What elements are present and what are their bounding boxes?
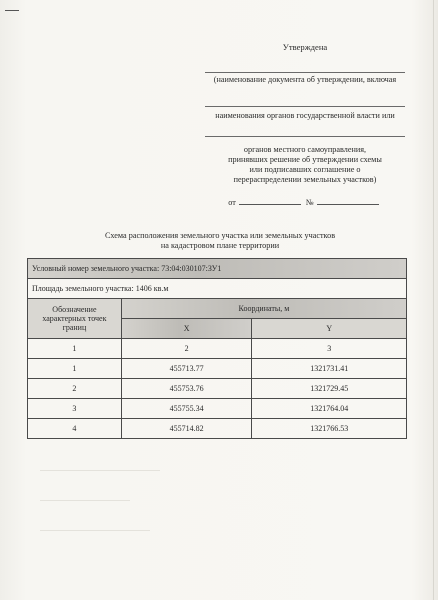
point-cell: 2 [28, 379, 122, 399]
table-row [28, 419, 407, 439]
table-row [28, 359, 407, 379]
point-cell: 1 [28, 359, 122, 379]
bleed-through-line [40, 530, 150, 531]
index-cell: 3 [252, 339, 407, 359]
y-cell: 1321731.41 [252, 359, 407, 379]
approval-caption-2: наименования органов государственной власти или [215, 111, 395, 120]
number-blank [317, 196, 379, 205]
scheme-title-line-1: Схема расположения земельного участка или земельных участков [104, 231, 336, 240]
bleed-through-line [40, 500, 130, 501]
coords-header: Координаты, м [121, 299, 406, 319]
approval-underline-3 [205, 136, 405, 137]
y-cell: 1321764.04 [252, 399, 407, 419]
page-edge [433, 0, 434, 600]
x-cell: 455714.82 [121, 419, 252, 439]
x-cell: 455755.34 [121, 399, 252, 419]
table-row [28, 399, 407, 419]
number-prefix: № [305, 198, 314, 207]
date-blank [239, 196, 301, 205]
approval-date-number [205, 196, 405, 207]
approval-caption-1: (наименование документа об утверждении, включая [213, 75, 397, 84]
x-header: X [121, 319, 252, 339]
date-prefix: от [228, 198, 236, 207]
x-cell: 455713.77 [121, 359, 252, 379]
scheme-title [40, 231, 400, 251]
point-cell: 4 [28, 419, 122, 439]
approval-title: Утверждена [282, 42, 328, 52]
parcel-area-cell: Площадь земельного участка: 1406 кв.м [28, 279, 407, 299]
index-cell: 1 [28, 339, 122, 359]
point-cell: 3 [28, 399, 122, 419]
scheme-title-line-2: на кадастровом плане территории [160, 241, 280, 250]
y-cell: 1321729.45 [252, 379, 407, 399]
approval-underline-2 [205, 106, 405, 107]
points-header: Обозначение характерных точек границ [28, 299, 122, 339]
parcel-number-cell: Условный номер земельного участка: 73:04:030107:ЗУ1 [28, 259, 407, 279]
coordinates-table [27, 258, 407, 439]
approval-underline-1 [205, 72, 405, 73]
bleed-through-line [40, 470, 160, 471]
approval-caption-3: органов местного самоуправления, принявших решение об утверждении схемы или подписавших соглашение о перераспределении земельных участков) [228, 145, 382, 184]
x-cell: 455753.76 [121, 379, 252, 399]
y-cell: 1321766.53 [252, 419, 407, 439]
y-header: Y [252, 319, 407, 339]
corner-mark [5, 10, 19, 11]
table-row [28, 379, 407, 399]
index-cell: 2 [121, 339, 252, 359]
